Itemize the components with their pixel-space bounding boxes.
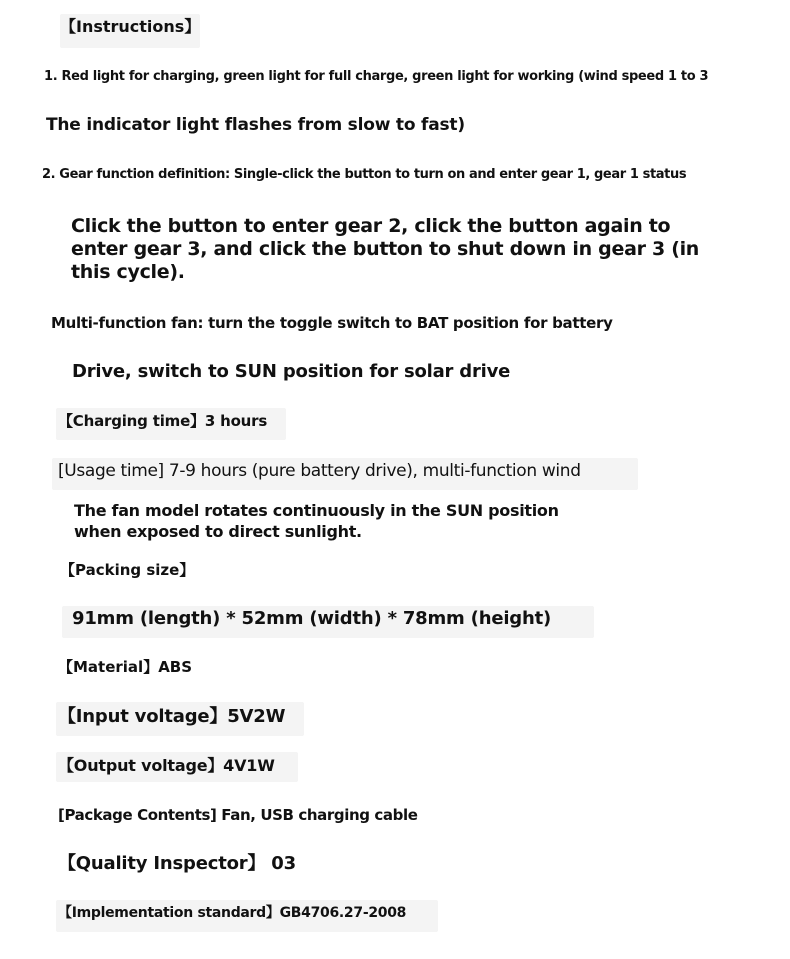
item2-line1: 2. Gear function definition: Single-click the button to turn on and enter gear 1, gear 1 status <box>42 167 687 182</box>
item2-paragraph-line: enter gear 3, and click the button to shut down in gear 3 (in <box>71 238 700 260</box>
multifunction-line2: Drive, switch to SUN position for solar drive <box>72 361 511 382</box>
usage-time: [Usage time] 7-9 hours (pure battery drive), multi-function wind <box>58 461 581 481</box>
usage-paragraph <box>74 500 559 542</box>
item1-line1: 1. Red light for charging, green light for full charge, green light for working (wind speed 1 to 3 <box>44 69 709 84</box>
usage-paragraph-line: when exposed to direct sunlight. <box>74 522 362 541</box>
charging-time: 【Charging time】3 hours <box>58 412 268 430</box>
packing-size-value: 91mm (length) * 52mm (width) * 78mm (height) <box>72 608 552 629</box>
input-voltage: 【Input voltage】5V2W <box>58 706 286 727</box>
quality-inspector: 【Quality Inspector】 03 <box>58 853 296 874</box>
output-voltage: 【Output voltage】4V1W <box>58 756 275 775</box>
instructions-heading: 【Instructions】 <box>60 17 201 36</box>
packing-size-heading: 【Packing size】 <box>60 561 195 579</box>
usage-paragraph-line: The fan model rotates continuously in the SUN position <box>74 501 559 520</box>
item2-paragraph-line: Click the button to enter gear 2, click the button again to <box>71 215 671 237</box>
material: 【Material】ABS <box>58 658 193 676</box>
item1-line2: The indicator light flashes from slow to fast) <box>46 115 465 135</box>
item2-paragraph-line: this cycle). <box>71 261 185 283</box>
package-contents: [Package Contents] Fan, USB charging cable <box>58 806 418 824</box>
implementation-standard: 【Implementation standard】GB4706.27-2008 <box>58 905 407 921</box>
item2-paragraph <box>71 215 699 284</box>
multifunction-line1: Multi-function fan: turn the toggle switch to BAT position for battery <box>51 314 613 332</box>
